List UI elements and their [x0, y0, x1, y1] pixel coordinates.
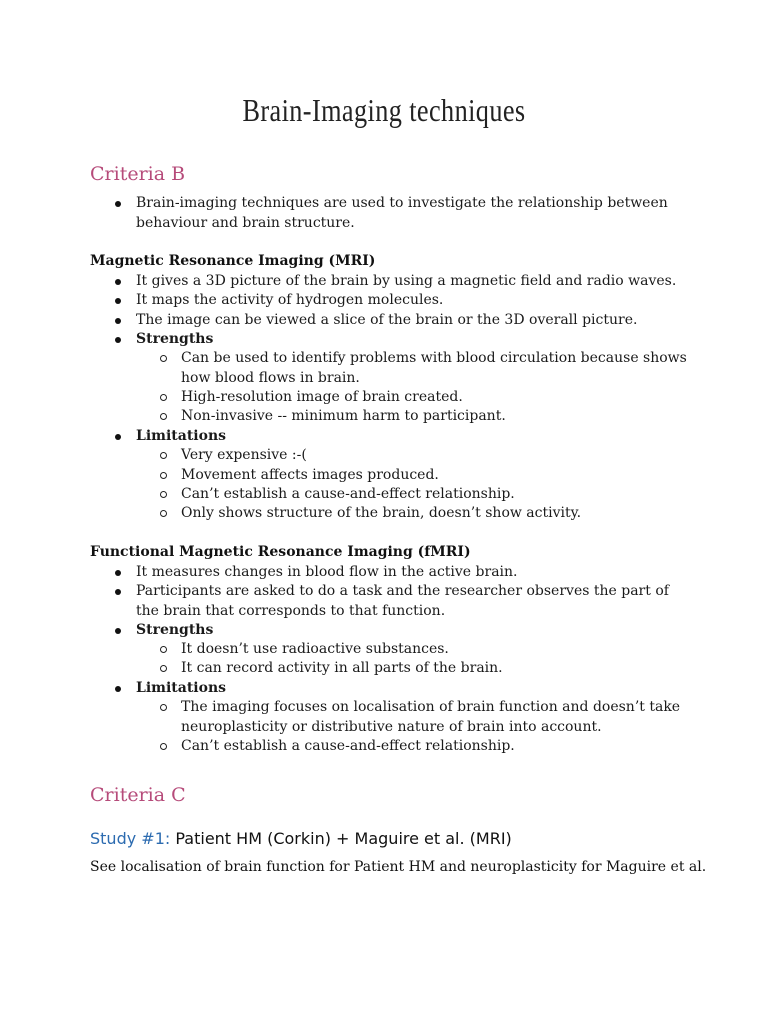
fmri-heading: Functional Magnetic Resonance Imaging (fMRI): [90, 544, 471, 560]
mri-limitations-label: Limitations: [136, 427, 696, 447]
fmri-strength-item: It doesn’t use radioactive substances.: [181, 640, 691, 660]
criteria-b-heading: Criteria B: [90, 163, 186, 185]
criteria-b-intro: Brain-imaging techniques are used to investigate the relationship between behaviour and brain structure.: [136, 194, 696, 233]
mri-limitation-item: Very expensive :-(: [181, 446, 691, 466]
fmri-strength-item: It can record activity in all parts of the brain.: [181, 659, 691, 679]
mri-point: It maps the activity of hydrogen molecules.: [136, 291, 696, 311]
fmri-point: Participants are asked to do a task and the researcher observes the part of the brain that corresponds to that function.: [136, 582, 696, 621]
mri-strength-item: High-resolution image of brain created.: [181, 388, 691, 408]
mri-strengths-label: Strengths: [136, 330, 696, 350]
study-name: Patient HM (Corkin) + Maguire et al. (MRI): [175, 829, 512, 848]
mri-heading: Magnetic Resonance Imaging (MRI): [90, 253, 376, 269]
study-label: Study #1:: [90, 829, 171, 848]
fmri-limitation-item: The imaging focuses on localisation of brain function and doesn’t take neuroplasticity or distributive nature of brain into account.: [181, 698, 691, 737]
mri-strength-item: Can be used to identify problems with blood circulation because shows how blood flows in brain.: [181, 349, 691, 388]
fmri-point: It measures changes in blood flow in the active brain.: [136, 563, 696, 583]
fmri-limitations-label: Limitations: [136, 679, 696, 699]
study-note: See localisation of brain function for Patient HM and neuroplasticity for Maguire et al.: [90, 859, 707, 875]
mri-limitation-item: Movement affects images produced.: [181, 466, 691, 486]
mri-strength-item: Non-invasive -- minimum harm to participant.: [181, 407, 691, 427]
criteria-c-heading: Criteria C: [90, 784, 186, 806]
fmri-limitation-item: Can’t establish a cause-and-effect relationship.: [181, 737, 691, 757]
document-title: Brain-Imaging techniques: [242, 92, 526, 128]
mri-limitation-item: Can’t establish a cause-and-effect relationship.: [181, 485, 691, 505]
mri-point: The image can be viewed a slice of the brain or the 3D overall picture.: [136, 311, 696, 331]
mri-limitation-item: Only shows structure of the brain, doesn’t show activity.: [181, 504, 691, 524]
study-title: [90, 829, 512, 848]
fmri-strengths-label: Strengths: [136, 621, 696, 641]
mri-point: It gives a 3D picture of the brain by using a magnetic field and radio waves.: [136, 272, 696, 292]
